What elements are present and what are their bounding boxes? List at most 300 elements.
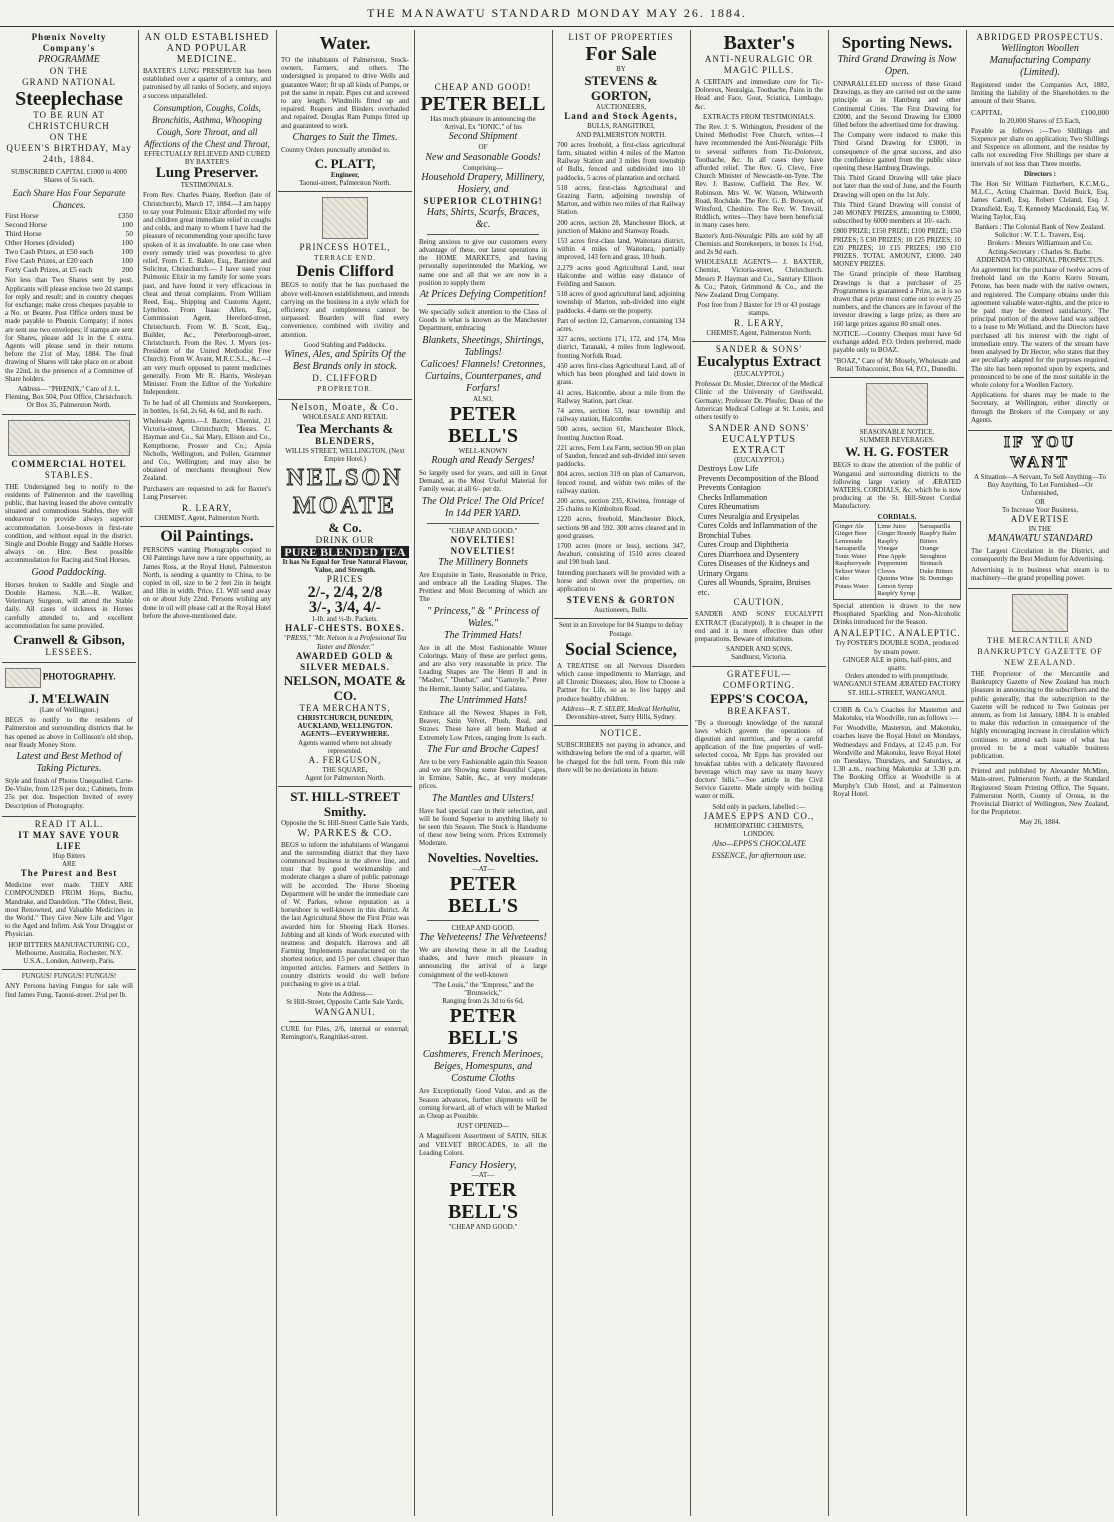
- princess-hotel-ad: [278, 192, 412, 400]
- prize-row: [5, 229, 133, 238]
- special: Special attention is drawn to the new Phosphated Sparkling and Non-Alcoholic Drinks introduced for the Season.: [833, 601, 961, 627]
- homeopathic: HOMŒOPATHIC CHEMISTS,: [714, 821, 804, 830]
- epps-cocoa-ad: [692, 667, 826, 867]
- cordials-table: [833, 521, 961, 600]
- platt-address: Taonui-street, Palmerston North.: [299, 179, 391, 188]
- prize-amount: 200: [121, 265, 133, 275]
- testimonials-heading: TESTIMONIALS.: [180, 181, 234, 190]
- wanganui: WANGANUI.: [314, 1006, 376, 1017]
- baxter-pills-ad: [692, 30, 826, 342]
- smithy-ad: [278, 787, 412, 1047]
- leary-2: R. LEARY,: [733, 317, 785, 328]
- third-drawing: Third Grand Drawing is Now Open.: [837, 54, 957, 77]
- tea-merch: TEA MERCHANTS,: [299, 702, 391, 713]
- advertise: ADVERTISE: [1010, 513, 1070, 524]
- bottle-illustration: [866, 383, 928, 425]
- prize-row: [5, 265, 133, 274]
- prize-amount: 100: [121, 247, 133, 257]
- millinery-body: Are Exquisite in Taste, Reasonable in Price, and embrace all the Leading Shapes. The Prettiest and Most Becoming of which are The: [419, 570, 547, 604]
- mantles: The Mantles and Ulsters!: [432, 792, 534, 804]
- cure-item: Cures Diseases of the Kidneys and Urinary Organs: [698, 559, 810, 578]
- list-of-properties: LIST OF PROPERTIES: [568, 32, 674, 42]
- phoenix-title: Phœnix Novelty Company's: [31, 32, 107, 53]
- seasonable: SEASONABLE NOTICE.: [859, 427, 935, 436]
- bulls: BULLS, RANGITIKEI,: [587, 122, 655, 131]
- oil-paintings-ad: [140, 527, 274, 626]
- auctioneers: AUCTIONEERS,: [595, 103, 647, 112]
- column-rule: [138, 30, 139, 1516]
- column-rule: [828, 30, 829, 1516]
- oil-body: PERSONS wanting Photographs copied to Oil Paintings have now a rare opportunity, as James Ross, at the Royal Hotel, Palmerston North, is sending a quantity to China, to be copied in oil, size to be 2 feet 2in in height and 18in in width. Price, £1. Will send away on or about July 22nd. Persons wishing any done in oil will please call at the Royal Hotel before the above-mentioned date.: [143, 546, 271, 620]
- water-ad: [278, 30, 412, 192]
- sporting-body-1: UNPARALLELED success of these Grand Drawings, as they are carried out on the same principle as in Hamburg and other Continental Cities. The First Drawing for £2000, and the Second Drawing for £3000 filled before the advertised time for drawing.: [833, 80, 961, 130]
- property-item: 74 acres, section 53, near township and railway station, Halcombe.: [557, 406, 685, 424]
- proprietor: PROPRIETOR.: [317, 385, 373, 394]
- epps-body: "By a thorough knowledge of the natural laws which govern the operations of digestion and nutrition, and by a careful application of the fine properties of well-selected cocoa, Mr Epps has provided our breakfast tables with a delicately flavoured beverage which may save us many heavy doctors' bills."—See article in the Civil Service Gazette. Made simply with boiling water or milk.: [695, 718, 823, 801]
- cobb-body: For Woodville, Masterton, and Makotuku, coaches leave the Royal Hotel on Mondays, Wednesdays and Fridays, at 12.45 p.m. For Woodville and Makotuku, leave Royal Hotel on Tuesdays, Thursdays, and Saturdays, at 1.30 a.m., reaching Makotuku at 3.30 p.m. The Booking Office at Woodville is at Murphy's Club Hotel, and at Palmerston Royal Hotel.: [833, 724, 961, 798]
- woollen-ad: [968, 30, 1112, 431]
- column-2: [140, 30, 274, 1518]
- cure-item: Cures Colds and Inflammation of the Bronchial Tubes: [698, 521, 817, 540]
- epps-packets: Sold only in packets, labelled :—: [712, 802, 806, 811]
- princess-shapes: " Princess," & " Princess of Wales.": [426, 605, 540, 629]
- selby-address: Devonshire-street, Surry Hills, Sydney.: [566, 713, 676, 721]
- cordial-item: Cloves: [877, 567, 896, 575]
- social-science-ad: [554, 619, 688, 726]
- if-you-body: A Situation—A Servant, To Sell Anything—To Buy Anything, To Let Furnished—Or Unfurnished,: [974, 472, 1106, 498]
- fungus-heading: FUNGUS! FUNGUS! FUNGUS!: [21, 972, 117, 981]
- spacer: [419, 32, 547, 82]
- eucal-2: EUCALYPTUS EXTRACT: [721, 434, 796, 457]
- james-epps: JAMES EPPS AND CO.,: [703, 810, 815, 821]
- cordial-item: Lemon Syrup: [877, 582, 913, 590]
- prize-label: Other Horses (divided): [5, 238, 75, 248]
- prize-label: First Horse: [5, 211, 39, 221]
- to-be-had: To be had of all Chemists and Storekeepers, in bottles, 1s 6d, 2s 6d, 4s 6d, and 8s each.: [143, 398, 271, 415]
- phoenix-ad: [2, 30, 136, 415]
- cordials-right: [876, 522, 918, 599]
- masthead: THE MANAWATU STANDARD MONDAY MAY 26. 1884.: [0, 0, 1114, 27]
- old-established: AN OLD ESTABLISHED AND POPULAR MEDICINE.: [144, 32, 270, 65]
- column-rule: [690, 30, 691, 1516]
- prize-amount: £350: [118, 211, 133, 221]
- wines: Wines, Ales, and Spirits Of the Best Brands only in stock.: [284, 349, 406, 373]
- wholesale: WHOLESALE AND RETAIL: [302, 413, 388, 422]
- prize-label: Second Horse: [5, 220, 47, 230]
- sander-2: SANDER AND SONS': [708, 423, 810, 434]
- property-list: [557, 141, 685, 567]
- just-opened-body: A Magnificent Assortment of SATIN, SILK and VELVET BROCADES, in all the Leading Colors.: [419, 1132, 547, 1157]
- for-sale: For Sale: [585, 43, 657, 65]
- property-item: 221 acres, Fern Lea Farm, section 90 on plan of Sandon, fenced and sub-divided into seven paddocks.: [557, 443, 685, 469]
- cordial-item: Peppermint: [877, 560, 908, 568]
- photo-body: BEGS to notify to the residents of Palmerston and surrounding districts that he has opened as above in Collinson's old shop, near Ready Money Store.: [5, 716, 133, 749]
- cordial-item: Raspberryade: [835, 560, 871, 568]
- cure-piles: CURE for Piles, 2/6, internal or external; Remington's, Rangitikei-street.: [281, 1024, 409, 1041]
- extracts: EXTRACTS FROM TESTIMONIALS.: [702, 112, 816, 121]
- blenders: BLENDERS,: [315, 436, 375, 447]
- eucal-3: (EUCALYPTOL): [734, 456, 784, 465]
- divider: [427, 523, 539, 524]
- cure-item: Prevents Contagion: [698, 483, 761, 493]
- hats: Hats, Shirts, Scarfs, Braces, &c.: [426, 206, 540, 230]
- prices-heading: PRICES: [326, 574, 364, 585]
- prize-row: [5, 211, 133, 220]
- property-item: 450 acres first-class Agricultural Land, all of which has been ploughed and laid down in grass.: [557, 361, 685, 387]
- place: CHRISTCHURCH: [28, 121, 110, 131]
- hotel-title: COMMERCIAL HOTEL: [11, 458, 127, 469]
- summer-beverages: SUMMER BEVERAGES.: [859, 436, 935, 445]
- cordial-item: Ginger Ale: [835, 522, 864, 530]
- prize-label: Third Horse: [5, 229, 42, 239]
- cobb-heading: COBB & Co.'s Coaches for Masterton and Makotuku, via Woodville, run as follows :—: [833, 705, 961, 722]
- intending: Intending purchasers will be provided with a horse and shown over the properties, on application to: [557, 568, 685, 593]
- if-you-want: IF YOU WANT: [1003, 433, 1077, 471]
- at: —AT—: [471, 864, 495, 873]
- brokers: Brokers : Messrs Williamson and Co.: [987, 239, 1093, 248]
- terrace-end: TERRACE END.: [314, 254, 376, 263]
- cordials-left: [834, 522, 876, 599]
- paddocking: Good Paddocking.: [31, 566, 107, 578]
- photographer-name: J. M'ELWAIN: [28, 690, 110, 706]
- nelson-head: Nelson, Moate, & Co.: [290, 402, 400, 414]
- eucalyptus-extract: Eucalyptus Extract: [697, 353, 821, 370]
- column-4: [416, 30, 550, 1518]
- leary-chemist: CHEMIST, Agent, Palmerston North.: [154, 513, 260, 522]
- imprint-date: May 26, 1884.: [1019, 818, 1061, 827]
- circulation: The Largest Circulation in the District, and consequently the Best Medium for Advertising.: [971, 547, 1109, 564]
- baxter-lung-ad: [140, 30, 274, 527]
- hop-makers: HOP BITTERS MANUFACTURING CO., Melbourne, Australia, Rochester, N.Y. U.S.A., London, Antwerp, Paris.: [8, 940, 130, 965]
- princess-hotel: PRINCESS HOTEL,: [299, 242, 391, 253]
- purchasers-note: Purchasers are requested to ask for Baxter's Lung Preserver.: [143, 484, 271, 501]
- analeptic: ANALEPTIC. ANALEPTIC.: [833, 628, 961, 639]
- prize-amount: 100: [121, 256, 133, 266]
- wanganui-steam: WANGANUI STEAM ÆRATED FACTORY: [833, 680, 961, 689]
- peter-body: Has much pleasure in announcing the Arrival, Ex "IONIC," of his: [430, 115, 536, 132]
- column-6: [692, 30, 826, 1518]
- peter-bells-1: PETER BELL'S: [447, 402, 519, 447]
- solicitor: Solicitor : W. T. L. Travers, Esq.: [994, 231, 1086, 240]
- on-the-2: ON THE: [49, 132, 89, 142]
- cashmeres: Cashmeres, French Merinoes, Beiges, Homespuns, and Costume Cloths: [422, 1049, 544, 1085]
- peter-bell-heading: PETER BELL: [420, 93, 546, 115]
- cheap-2: "CHEAP AND GOOD.": [448, 526, 518, 535]
- cordial-item: Raspb'y Vinegar: [877, 537, 898, 553]
- household: Household Drapery, Millinery, Hosiery, and: [421, 171, 545, 195]
- cordial-item: Quinine Wine: [877, 575, 914, 583]
- property-item: 518 acres, first-class Agricultural and Grazing Farm, adjoining township of Marton, and within two miles of that Railway Station.: [557, 183, 685, 217]
- sander-sons: SANDER & SONS': [715, 343, 803, 354]
- sg: STEVENS & GORTON: [566, 595, 676, 606]
- of: OF: [478, 143, 488, 152]
- property-item: 41 acres, Halcombe, about a mile from the Railway Station, part clear.: [557, 388, 685, 405]
- boaz: "BOAZ," Care of Mr Mosely, Wholesale and Retail Tobacconist, Box 64, P.O., Dunedin.: [833, 356, 961, 373]
- peter-bell-ad: [416, 30, 550, 1235]
- cordial-item: Tonic Water: [835, 552, 867, 560]
- note-addr: St Hill-Street, Opposite Cattle Sale Yards,: [286, 998, 404, 1007]
- cordial-item: Duke Bitters: [919, 567, 953, 575]
- directors: Directors :: [1024, 169, 1056, 178]
- secretary: Acting-Secretary : Charles St. Barbe.: [987, 247, 1093, 256]
- parkes: W. PARKES & CO.: [297, 827, 393, 839]
- press-quote: "PRESS," "Mr. Nelson is a Professional Tea Taster and Blender.": [283, 634, 407, 651]
- lessees: LESSEES.: [45, 646, 93, 657]
- oil-paintings-heading: Oil Paintings.: [160, 528, 254, 546]
- cure-item: Prevents Decomposition of the Blood: [698, 473, 819, 483]
- save-your-life: IT MAY SAVE YOUR LIFE: [18, 829, 120, 851]
- prize-label: Two Cash Prizes, at £50 each: [5, 247, 94, 257]
- cordials-title: CORDIALS.: [877, 512, 917, 521]
- on-the: ON THE: [49, 66, 89, 76]
- photo-style: Style and finish of Photos Unequalled. Carte-De-Visite, from 12/6 per doz.; Cabinets, from 25s per doz. Inspection Invited of every Description of Photography.: [5, 776, 133, 810]
- prize-row: [5, 220, 133, 229]
- hop-body: Medicine ever made. THEY ARE COMPOUNDED FROM Hops, Buchu, Mandrake, and Dandelion. "The Oldest, Best, most Renowned, and Valuable Medicines in the World." They Give New Life and Vigor to the Aged and Infirm. Ask Your Druggist or Physician.: [5, 881, 133, 939]
- steeplechase-heading: Steeplechase: [15, 88, 123, 110]
- cure-item: Checks Inflammation: [698, 492, 768, 502]
- parkes-body: BEGS to inform the inhabitants of Wanganui and the surrounding district that they have commenced business in the above line, and trust that by good workmanship and moderate charges a share of public patronage will be accorded. The Horse Shoeing Department will be under the immediate care of W. Parkes, whose reputation as a horseshoer is well-known in this district. At the last Agricultural Show the First Prize was awarded him for Shoeing Hack Horses. Jobbing and all kinds of Work executed with neatness and despatch. Harrows and all Farming Implements manufactured on the shortest notice, and 15 per cent. cheaper than imported articles. Farmers and Settlers in country districts would do well before purchasing to give us a trial.: [281, 840, 409, 988]
- coach-illustration: [8, 420, 130, 456]
- column-1: [2, 30, 136, 1518]
- properties-ad: [554, 30, 688, 619]
- fur-body: Are to be very Fashionable again this Season and we are Showing some Beautiful Capes, in Ermine, Sable, &c., at very moderate prices.: [419, 757, 547, 791]
- column-rule: [276, 30, 277, 1516]
- pill-testimonials: The Rev. J. S. Withington, President of the United Methodist Free Church, writes—I have recommended the Anti-Neuralgic Pills to several sufferers from Tic-Doloreux, Toothache, &c. In all cases they have afforded relief. The Rev. G. Cleve, Free Church Minister of Newcastle-on-Tyne. The Rev. J. Bastow, Cuffield. The Rev. W. Robinson. Mrs W. W. Watson, Whitworth Road, Rochdale. The Rev. G. B. Bowson, of Winsford, Cheshire. The Rev. W. Trevail, Riddlich, writes—They have been beneficial in many cases here.: [695, 123, 823, 230]
- half-chests: HALF-CHESTS. BOXES.: [285, 623, 405, 634]
- phoenix-address: Address— "PHŒNIX," Care of J. L. Fleming, Box 504, Post Office, Christchurch. Or Box 35, Palmerston North.: [5, 385, 133, 410]
- old-price: The Old Price! The Old Price! In 14d PER YARD.: [421, 495, 545, 519]
- cure-list: [695, 464, 823, 597]
- caution-body: SANDER AND SONS' EUCALYPTI EXTRACT (Eucalyptol). It is cheaper in the end and it is more effective than other preparations. Beware of imitations.: [695, 610, 823, 643]
- nmc: NELSON, MOATE & CO.: [283, 672, 407, 703]
- cordial-item: Sarsaparilla: [835, 545, 866, 553]
- column-8: [968, 30, 1112, 1518]
- rough-body: So largely used for years, and still in Great Demand, as the Most Useful Material for Family wear, at all 6/- per dz.: [419, 469, 547, 494]
- money-prizes: This Third Grand Drawing will consist of 240 MONEY PRIZES, amounting to £3000, subscribed by 6000 members at 10/- each.: [833, 200, 961, 226]
- column-rule: [966, 30, 967, 1516]
- smithy-heading: ST. HILL-STREET Smithy.: [290, 789, 400, 820]
- just-opened: JUST OPENED—: [456, 1122, 510, 1131]
- eucalyptus-ad: [692, 342, 826, 667]
- ferguson-agent: Agent for Palmerston North.: [304, 774, 386, 783]
- printed-by: Printed and published by Alexander McMinn, Main-street, Palmerston North, at the Standard Registered Steam Printing Office, The Square, Palmerston North, County of Oroua, in the Provincial District of Wellington, New Zealand, for the Proprietor.: [971, 767, 1109, 817]
- cordial-item: Stoughton: [919, 552, 947, 560]
- in-the: IN THE: [1028, 524, 1052, 533]
- hotel-sub: STABLES.: [44, 469, 94, 480]
- hop-are: ARE: [62, 859, 76, 868]
- agents-everywhere: AGENTS—EVERYWHERE.: [300, 730, 390, 739]
- phoenix-body: Not less than Two Shares sent by post. Applicants will please enclose two 2d stamps for reply and result; and in country cheques for exchange; make cross cheques payable to a No. or Bearer. Post Office orders must be made payable to Phœnix Company; if notes are sent use two envelopes; if stamps are sent for Shares, please add 1s in the £ extra. Agents will please send in their returns before the 21st of May, 1884. The final drawing of Shares will take place on or about the 22nd, in the presence of a Committee of Share holders.: [5, 276, 133, 383]
- smithy-opposite: Opposite the St. Hill-Street Cattle Sale Yards,: [281, 819, 409, 828]
- notice-heading: NOTICE.: [599, 728, 643, 739]
- column-5: [554, 30, 688, 1518]
- prize-list: [5, 211, 133, 274]
- lung-preserver: Lung Preserver.: [155, 165, 259, 182]
- property-item: 700 acres freehold, a first-class agricultural farm, situated within 4 miles of the Marton Railway Station and 3 miles from township of Bulls, fenced and subdivided into 10 paddocks, 5 acres of plantation and orchard.: [557, 140, 685, 182]
- stabling: Good Stabling and Paddocks.: [303, 340, 387, 349]
- millinery: The Millinery Bonnets: [438, 556, 528, 568]
- novelties-2: Novelties. Novelties.: [427, 849, 539, 865]
- capital-label: CAPITAL: [971, 107, 1003, 117]
- notice-ad: [554, 726, 688, 780]
- if-you-want-ad: [968, 431, 1112, 589]
- notice-body: SUBSCRIBERS not paying in advance, and withdrawing before the end of a quarter, will be charged for the full term. From this rule there will be no deviations in future.: [557, 741, 685, 774]
- royal-arms-illustration: [1012, 594, 1068, 632]
- orders: Orders attended to with promptitude.: [845, 672, 949, 681]
- no-equal: It has No Equal for True Natural Flavour, Value, and Strength.: [282, 557, 408, 575]
- anti-neuralgic: ANTI-NEURALGIC OR MAGIC PILLS.: [704, 54, 814, 75]
- sporting-body-2: The Company were induced to make this Third Grand Drawing for £3000, in consequence of the great success, and also the confidence gained from the public since opening these Hamburg Drawings.: [833, 131, 961, 173]
- novelties-heading: NOVELTIES! NOVELTIES!: [450, 534, 516, 556]
- social-body: A TREATISE on all Nervous Disorders which cause impediments to Marriage, and all Chronic Diseases; also, How to Choose a Partner for Life, so as to live happy and produce healthy children.: [557, 661, 685, 703]
- st-hill: ST. HILL-STREET, WANGANUI.: [847, 688, 947, 697]
- commercial-hotel-ad: [2, 415, 136, 663]
- denis-clifford: Denis Clifford: [296, 263, 394, 281]
- drink-our: DRINK OUR: [315, 534, 375, 545]
- cordial-item: Lemonade: [835, 537, 863, 545]
- moate-logo-text: MOATE: [293, 492, 397, 519]
- cashmeres-body: Are Exceptionally Good Value, and as the Season advances, further shipments will be coming forward, all of which will be Marked as Cheap as Possible.: [419, 1087, 547, 1120]
- prices-row-1: 2/-, 2/4, 2/8: [307, 584, 383, 602]
- baxters-heading: Baxter's: [723, 32, 795, 54]
- property-item: 518 acres of good agricultural land, adjoining township of Marton, sub-divided into eight paddocks. 4 dams on the property.: [557, 290, 685, 315]
- stevens-gorton: STEVENS & GORTON,: [584, 73, 658, 104]
- comprising: Comprising—: [462, 163, 504, 172]
- column-rule: [552, 30, 553, 1516]
- cordial-item: Pine Apple: [877, 552, 907, 560]
- manawatu-standard: MANAWATU STANDARD: [987, 533, 1093, 545]
- d-clifford: D. CLIFFORD: [312, 373, 378, 384]
- cordial-item: Lime Juice: [877, 522, 907, 530]
- cordial-item: Bitters: [919, 537, 937, 545]
- registered: Registered under the Companies Act, 1882, limiting the liability of the Shareholders to the amount of their Shares.: [971, 81, 1109, 106]
- nelson-moate-ad: [278, 400, 412, 787]
- divider: [427, 304, 539, 305]
- peter-bells-3: PETER BELL'S: [447, 1005, 519, 1050]
- epps-cocoa: EPPS'S COCOA,: [710, 690, 808, 706]
- hop-bitters-ad: [2, 817, 136, 970]
- leary-name: R. LEARY,: [181, 502, 233, 513]
- also: ALSO,: [472, 394, 494, 403]
- land-stock-agents: Land and Stock Agents,: [564, 111, 678, 122]
- prize-label: Five Cash Prizes, at £20 each: [5, 256, 94, 266]
- fancy-hosiery: Fancy Hosiery,: [449, 1158, 517, 1171]
- cordial-item: Stomach: [919, 560, 943, 568]
- capital: SUBSCRIBED CAPITAL £1000 in 4000 Shares of 5s each.: [11, 168, 127, 185]
- peter-bells-4: PETER BELL'S: [447, 1179, 519, 1224]
- professor: Professor Dr. Mosler, Director of the Medical Clinic of the University of Greifswald, Germany; Professor Dr. Pfeufer, Dean of the American Medical College at St. Louis, and others testify to: [695, 380, 823, 421]
- nelson-logo-text: NELSON: [286, 464, 404, 491]
- grand-national: GRAND NATIONAL: [22, 77, 116, 87]
- divider: [427, 234, 539, 235]
- cordial-item: Potass Water: [835, 582, 869, 590]
- grateful: GRATEFUL—COMFORTING.: [722, 668, 796, 690]
- social-science: Social Science,: [565, 638, 677, 659]
- baxter-intro: BAXTER'S LUNG PRESERVER has been established over a quarter of a century, and patronised by all ranks of Society, and enjoys a success unparalleled.: [143, 67, 271, 100]
- cordial-item: Seltzer Water: [835, 567, 870, 575]
- property-item: 1220 acres, freehold, Manchester Block, sections 98 and 592. 300 acres cleared and in good grasses.: [557, 515, 685, 540]
- wholesale-agents: Wholesale Agents.—J. Baxter, Chemist, 21 Victoria-street, Christchurch; Messrs. C. Hayman and Co., Sai Mary, Ellison and Co., Kempthorne, Prosser and Co.; Apsia Nicholls, Wellington, and Pollen, Grammer and Co., Wellington; and may also be obtained of merchants throughout New Zealand.: [143, 416, 271, 483]
- ferguson-square: THE SQUARE,: [322, 765, 368, 774]
- capital-row: [971, 108, 1109, 117]
- shares: In 20,000 Shares of £5 Each,: [999, 116, 1081, 125]
- sandhurst: Sandhurst, Victoria.: [731, 653, 787, 662]
- velveteens: The Velveteens! The Velveteens!: [419, 931, 547, 943]
- untrimmed-body: Embrace all the Newest Shapes in Felt, Beaver, Satin Velvet, Plush, Real, and Straws. These have all been Marked at Extremely Low Prices, ranging from 1s each.: [419, 708, 547, 742]
- mercantile-body: THE Proprietor of the Mercantile and Bankruptcy Gazette of New Zealand has much pleasure in announcing to the subscribers and the public generally, that the subscription to the Gazette will be reduced to Two Guineas per annum, as from 1st January, 1884. It is enabled to make this reduction in consequence of the highly encouraging increase in circulation which continues to attend each issue of what has proved to be a most valuable business publication.: [971, 669, 1109, 760]
- hotel-names: Cranwell & Gibson,: [13, 631, 125, 647]
- trimmed-body: Are in all the Most Fashionable Winter Colorings. Many of these are perfect gems, and are also very reasonable in price. The Leading Shapes are The Henri II and in "Masher," "Dunbar," and "Garnoyle." Peter the Hermit, Jaunty Sailor, and Galatea.: [419, 643, 547, 693]
- try-foster: Try FOSTER'S DOUBLE SODA, produced by steam power.: [835, 639, 959, 656]
- sporting-news-ad: [830, 30, 964, 378]
- property-item: 200 acres, section 235, Kiwitea, frontage of 25 chains to Kimbolton Road.: [557, 496, 685, 514]
- cordial-item: Raspb'y Syrup: [877, 590, 916, 598]
- each-share: Each Share Has Four Separate Chances.: [12, 188, 126, 211]
- platt-name: C. PLATT,: [314, 156, 376, 172]
- woollen-company: Wellington Woollen Manufacturing Company (Limited).: [989, 43, 1091, 78]
- willis-street: WILLIS STREET, WELLINGTON, (Next Empire Hotel.): [285, 447, 405, 464]
- prize-row: [5, 256, 133, 265]
- sporting-news: Sporting News.: [841, 33, 953, 52]
- caution: CAUTION.: [733, 597, 785, 608]
- country-orders: Country Orders punctually attended to.: [281, 145, 391, 154]
- camera-icon: [5, 668, 41, 688]
- hotel-body-2: Horses broken to Saddle and Single and Double Harness. N.B.—R. Walker, Veterinary Surgeon, will attend the Stable daily. All cases of sickness in Horses carefully attended to, and excellent accommodation for same provided.: [5, 580, 133, 630]
- property-item: 1700 acres (more or less), sections 347, Awahuri, consisting of 1510 acres cleared and 190 bush land.: [557, 541, 685, 567]
- eucalypto: (EUCALYPTOL): [734, 369, 784, 378]
- purest: The Purest and Best: [20, 868, 118, 879]
- awarded: AWARDED GOLD & SILVER MEDALS.: [295, 650, 394, 672]
- photo-latest: Latest and Best Method of Taking Pictures.: [16, 750, 122, 774]
- prices-defying: At Prices Defying Competition!: [419, 289, 547, 301]
- prize-amount: 50: [125, 229, 133, 239]
- director-list: The Hon Sir William Fitzherbert, K.C.M.G., M.L.C., Acting Chairman. David Buick, Esq. James Cattell, Esq. Robert Cleland, Esq. J. Dransfield, Esq. T. Kennedy Macdonald, Esq. W. Waring Taylor, Esq.: [971, 180, 1109, 221]
- ailments: Consumption, Coughs, Colds, Bronchitis, Asthma, Whooping Cough, Sore Throat, and all Affections of the Chest and Throat,: [144, 102, 270, 149]
- cure-item: Cures Rheumatism: [698, 502, 760, 512]
- ranging: Ranging from 2s 3d to 6s 6d,: [442, 997, 524, 1006]
- column-7: [830, 30, 964, 1518]
- cordial-item: Ginger Brandy: [877, 530, 917, 538]
- applications: Applications for shares may be made to the Secretary, at Wellington, either directly or through the Brokers of the Company or any Agents.: [971, 391, 1109, 424]
- photography-ad: [2, 663, 136, 817]
- prize-amount: 100: [121, 220, 133, 230]
- mercantile: THE MERCANTILE AND BANKRUPTCY GAZETTE OF NEW ZEALAND.: [977, 635, 1103, 667]
- trimmed-hats: The Trimmed Hats!: [444, 629, 522, 641]
- photographer-late: (Late of Wellington.): [39, 705, 99, 714]
- property-item: Part of section 12, Carnarvon, containing 134 acres.: [557, 316, 685, 334]
- steam: Advertising is to business what steam is to machinery—the grand propelling power.: [971, 565, 1109, 582]
- cure-item: Cures Croup and Diphtheria: [698, 540, 789, 550]
- prize-breakdown: £800 PRIZE; £150 PRIZE; £100 PRIZE; £50 PRIZES; 5 £30 PRIZES; 10 £25 PRIZES; 10 £20 PRIZES; 10 £15 PRIZES; 190 £10 PRIZES. TOTAL AMOUNT, £3000. 240 MONEY PRIZES.: [833, 227, 961, 269]
- pills-sold: Baxter's Anti-Neuralgic Pills are sold by all Chemists and Storekeepers, in boxes 1s 1½d, and 2s 9d each.: [695, 231, 823, 257]
- column-3: [278, 30, 412, 1518]
- hotel-body: THE Undersigned beg to notify to the residents of Palmerston and the travelling public, that having leased the above centrally situated and commodious Stables, they will endeavour to provide always superior accommodation. Loose-boxes in first-rate condition, and without equal in the district. Single and Double Buggy and Saddle Horses always on Hire. Best possible accommodation for Racing and Stud Horses.: [5, 482, 133, 565]
- property-item: 200 acres, section 28, Manchester Block, at junction of Makino and Stanway Roads.: [557, 218, 685, 235]
- cordials-bitters: [919, 522, 960, 599]
- abridged: ABRIDGED PROSPECTUS.: [976, 32, 1104, 42]
- epps-chocolate: Also—EPPS'S CHOCOLATE ESSENCE, for afternoon use.: [711, 839, 807, 861]
- addenda: ADDENDA TO ORIGINAL PROSPECTUS.: [976, 255, 1104, 264]
- property-item: 153 acres first-class land, Waitotara district, within 4 miles of Waitotara, partially improved, 143 fern and grass, 10 bush.: [557, 237, 685, 262]
- foster-ad: [830, 378, 964, 702]
- rough-ready: Rough and Ready Serges!: [431, 455, 535, 467]
- ginger-ale: GINGER ALE in pints, half-pints, and quarts.: [843, 655, 951, 672]
- fur-capes: The Fur and Broche Capes!: [427, 743, 539, 755]
- prices-row-2: 3/-, 3/4, 4/-: [309, 599, 381, 617]
- programme: PROGRAMME: [38, 54, 100, 65]
- prize-row: [5, 247, 133, 256]
- sg-sub: Auctioneers, Bulls.: [594, 606, 648, 615]
